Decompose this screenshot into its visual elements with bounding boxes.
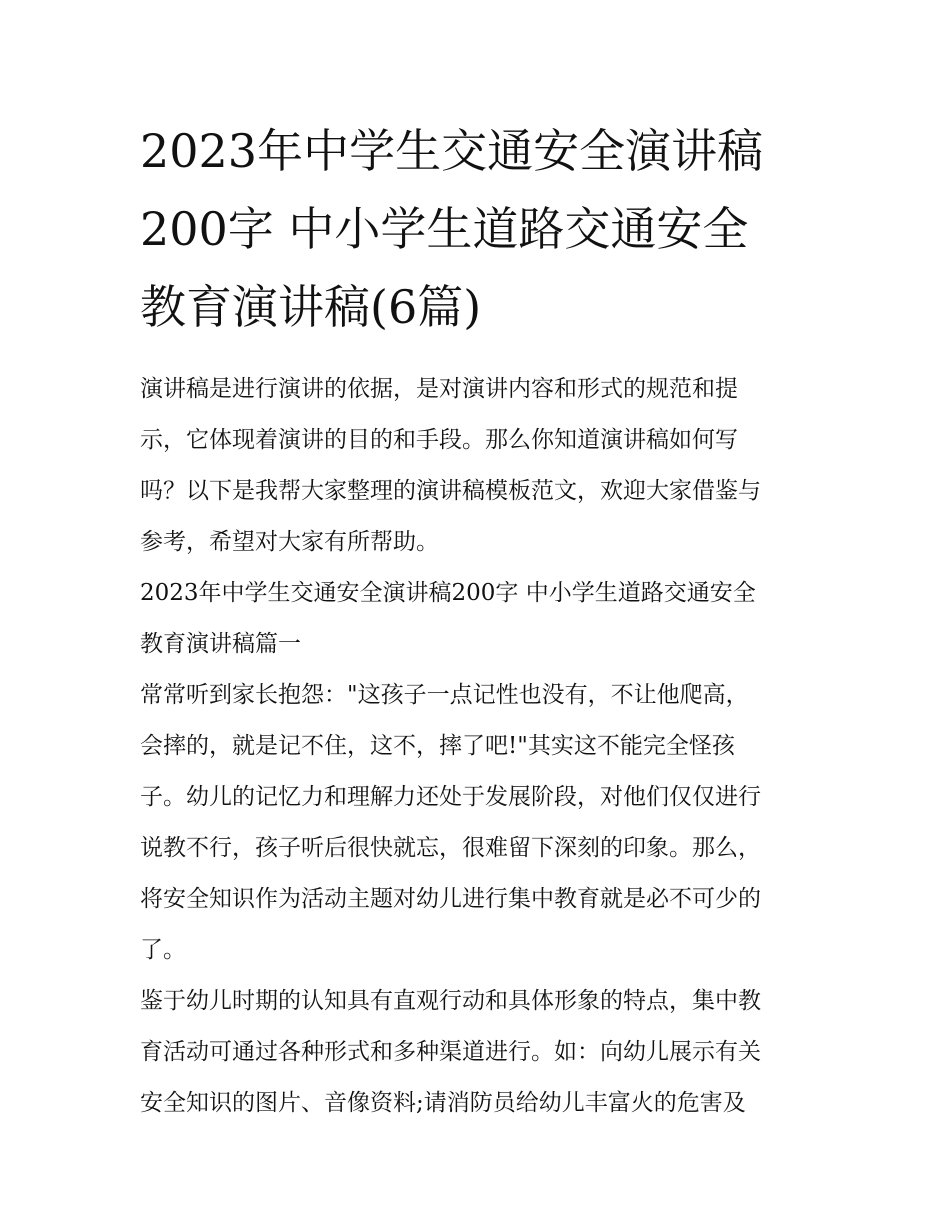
- title-line: 2023年中学生交通安全演讲稿: [140, 124, 764, 178]
- body-paragraph-1: [140, 670, 820, 976]
- title-line: 教育演讲稿(6篇): [140, 280, 482, 334]
- document-title: [140, 112, 820, 346]
- paragraph-line: 了。: [140, 937, 186, 963]
- document-page: [140, 112, 820, 1129]
- intro-line: 吗？以下是我帮大家整理的演讲稿模板范文，欢迎大家借鉴与: [140, 478, 761, 504]
- body-paragraph-2: [140, 976, 820, 1129]
- intro-line: 参考，希望对大家有所帮助。: [140, 529, 439, 555]
- intro-paragraph: [140, 364, 820, 568]
- paragraph-line: 鉴于幼儿时期的认知具有直观行动和具体形象的特点，集中教: [140, 988, 761, 1014]
- paragraph-line: 将安全知识作为活动主题对幼儿进行集中教育就是必不可少的: [140, 886, 761, 912]
- section-heading-line: 2023年中学生交通安全演讲稿200字 中小学生道路交通安全: [140, 580, 756, 606]
- paragraph-line: 子。幼儿的记忆力和理解力还处于发展阶段，对他们仅仅进行: [140, 784, 761, 810]
- paragraph-line: 会摔的，就是记不住，这不，摔了吧!"其实这不能完全怪孩: [140, 733, 735, 759]
- paragraph-line: 说教不行，孩子听后很快就忘，很难留下深刻的印象。那么，: [140, 835, 761, 861]
- section-heading-line: 教育演讲稿篇一: [140, 631, 301, 657]
- intro-line: 演讲稿是进行演讲的依据，是对演讲内容和形式的规范和提: [140, 376, 738, 402]
- paragraph-line: 常常听到家长抱怨："这孩子一点记性也没有，不让他爬高，: [140, 682, 749, 708]
- paragraph-line: 育活动可通过各种形式和多种渠道进行。如：向幼儿展示有关: [140, 1039, 761, 1065]
- section-heading: [140, 568, 820, 670]
- intro-line: 示，它体现着演讲的目的和手段。那么你知道演讲稿如何写: [140, 427, 738, 453]
- paragraph-line: 安全知识的图片、音像资料;请消防员给幼儿丰富火的危害及: [140, 1090, 746, 1116]
- title-line: 200字 中小学生道路交通安全: [140, 202, 749, 256]
